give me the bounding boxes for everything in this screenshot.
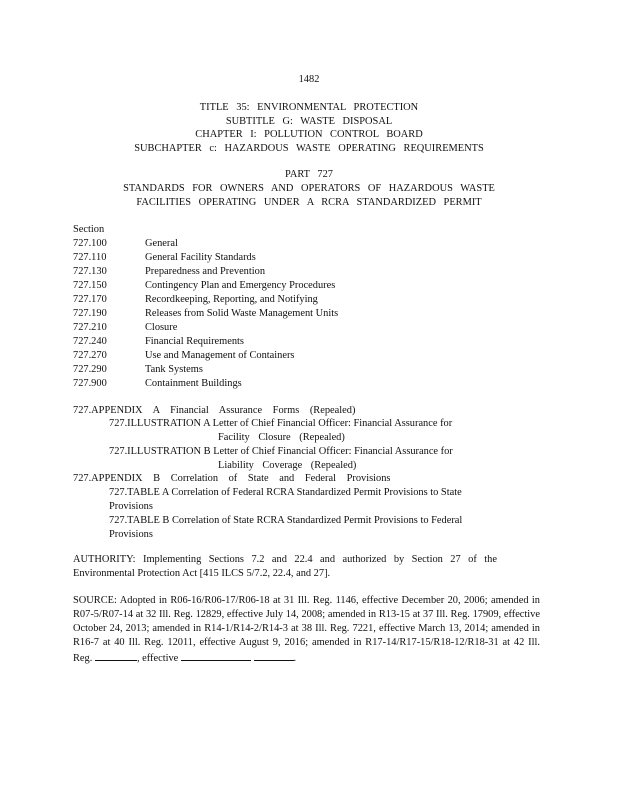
part-title-line2: FACILITIES OPERATING UNDER A RCRA STANDARDIZED PERMIT xyxy=(136,197,482,208)
section-title: General Facility Standards xyxy=(145,252,256,263)
section-number: 727.150 xyxy=(73,280,107,291)
source-text: SOURCE: Adopted in R06-16/R06-17/R06-18 at 31 Ill. Reg. 1146, effective December 20, 2006; amended in R07-5/R07-14 at 32 Ill. Reg. 12829, effective July 14, 2008; amended in R13-15 at 37 Ill. Reg. 17909, effective October 24, 2013; amended in R14-1/R14-2/R14-3 at 38 Ill. Reg. 7221, effective March 13, 2014; amended in R16-7 at 40 Ill. Reg. 12011, effective August 9, 2016; amended in R17-14/R17-15/R18-12/R18-31 at 42 Ill. Reg. xyxy=(73,595,540,664)
table-b-line2: Provisions xyxy=(109,529,153,540)
section-title: Containment Buildings xyxy=(145,378,242,389)
page-number: 1482 xyxy=(298,74,320,85)
table-a-line1: 727.TABLE A Correlation of Federal RCRA Standardized Permit Provisions to State xyxy=(109,487,462,498)
appendix-b: 727.APPENDIX B Correlation of State and Federal Provisions xyxy=(73,473,391,484)
effective-year-blank xyxy=(254,650,294,661)
section-number: 727.240 xyxy=(73,336,107,347)
section-number: 727.130 xyxy=(73,266,107,277)
section-title: Use and Management of Containers xyxy=(145,350,295,361)
section-number: 727.270 xyxy=(73,350,107,361)
section-title: Contingency Plan and Emergency Procedures xyxy=(145,280,336,291)
section-number: 727.190 xyxy=(73,308,107,319)
source-period: . xyxy=(293,653,297,664)
section-title: Financial Requirements xyxy=(145,336,244,347)
source-paragraph xyxy=(73,594,540,666)
section-number: 727.170 xyxy=(73,294,107,305)
section-number: 727.210 xyxy=(73,322,107,333)
illustration-b-line2: Liability Coverage (Repealed) xyxy=(218,460,357,471)
illustration-a-line2: Facility Closure (Repealed) xyxy=(218,432,345,443)
section-title: Preparedness and Prevention xyxy=(145,266,266,277)
source-effective: , effective xyxy=(136,653,179,664)
section-title: Closure xyxy=(145,322,178,333)
effective-date-blank xyxy=(181,650,251,661)
title-heading: TITLE 35: ENVIRONMENTAL PROTECTION xyxy=(199,102,419,113)
authority-paragraph: AUTHORITY: Implementing Sections 7.2 and 22.4 and authorized by Section 27 of the Environmental Protection Act [415 ILCS 5/7.2, 22.4, and 27]. xyxy=(73,554,497,579)
part-title-line1: STANDARDS FOR OWNERS AND OPERATORS OF HAZARDOUS WASTE xyxy=(123,183,495,194)
section-title: Tank Systems xyxy=(145,364,203,375)
section-number: 727.900 xyxy=(73,378,107,389)
table-a-line2: Provisions xyxy=(109,501,153,512)
part-number: PART 727 xyxy=(285,169,333,180)
section-number: 727.100 xyxy=(73,238,107,249)
table-b-line1: 727.TABLE B Correlation of State RCRA Standardized Permit Provisions to Federal xyxy=(109,515,463,526)
reg-page-blank xyxy=(95,650,137,661)
appendix-a: 727.APPENDIX A Financial Assurance Forms (Repealed) xyxy=(73,405,356,416)
section-title: Releases from Solid Waste Management Units xyxy=(145,308,339,319)
section-title: Recordkeeping, Reporting, and Notifying xyxy=(145,294,318,305)
subtitle-heading: SUBTITLE G: WASTE DISPOSAL xyxy=(225,116,393,127)
subchapter-heading: SUBCHAPTER c: HAZARDOUS WASTE OPERATING REQUIREMENTS xyxy=(134,143,484,154)
section-number: 727.290 xyxy=(73,364,107,375)
section-title: General xyxy=(145,238,178,249)
illustration-b-line1: 727.ILLUSTRATION B Letter of Chief Financial Officer: Financial Assurance for xyxy=(109,446,453,457)
illustration-a-line1: 727.ILLUSTRATION A Letter of Chief Financial Officer: Financial Assurance for xyxy=(109,418,453,429)
chapter-heading: CHAPTER I: POLLUTION CONTROL BOARD xyxy=(195,129,423,140)
section-label: Section xyxy=(73,224,105,235)
section-number: 727.110 xyxy=(73,252,107,263)
